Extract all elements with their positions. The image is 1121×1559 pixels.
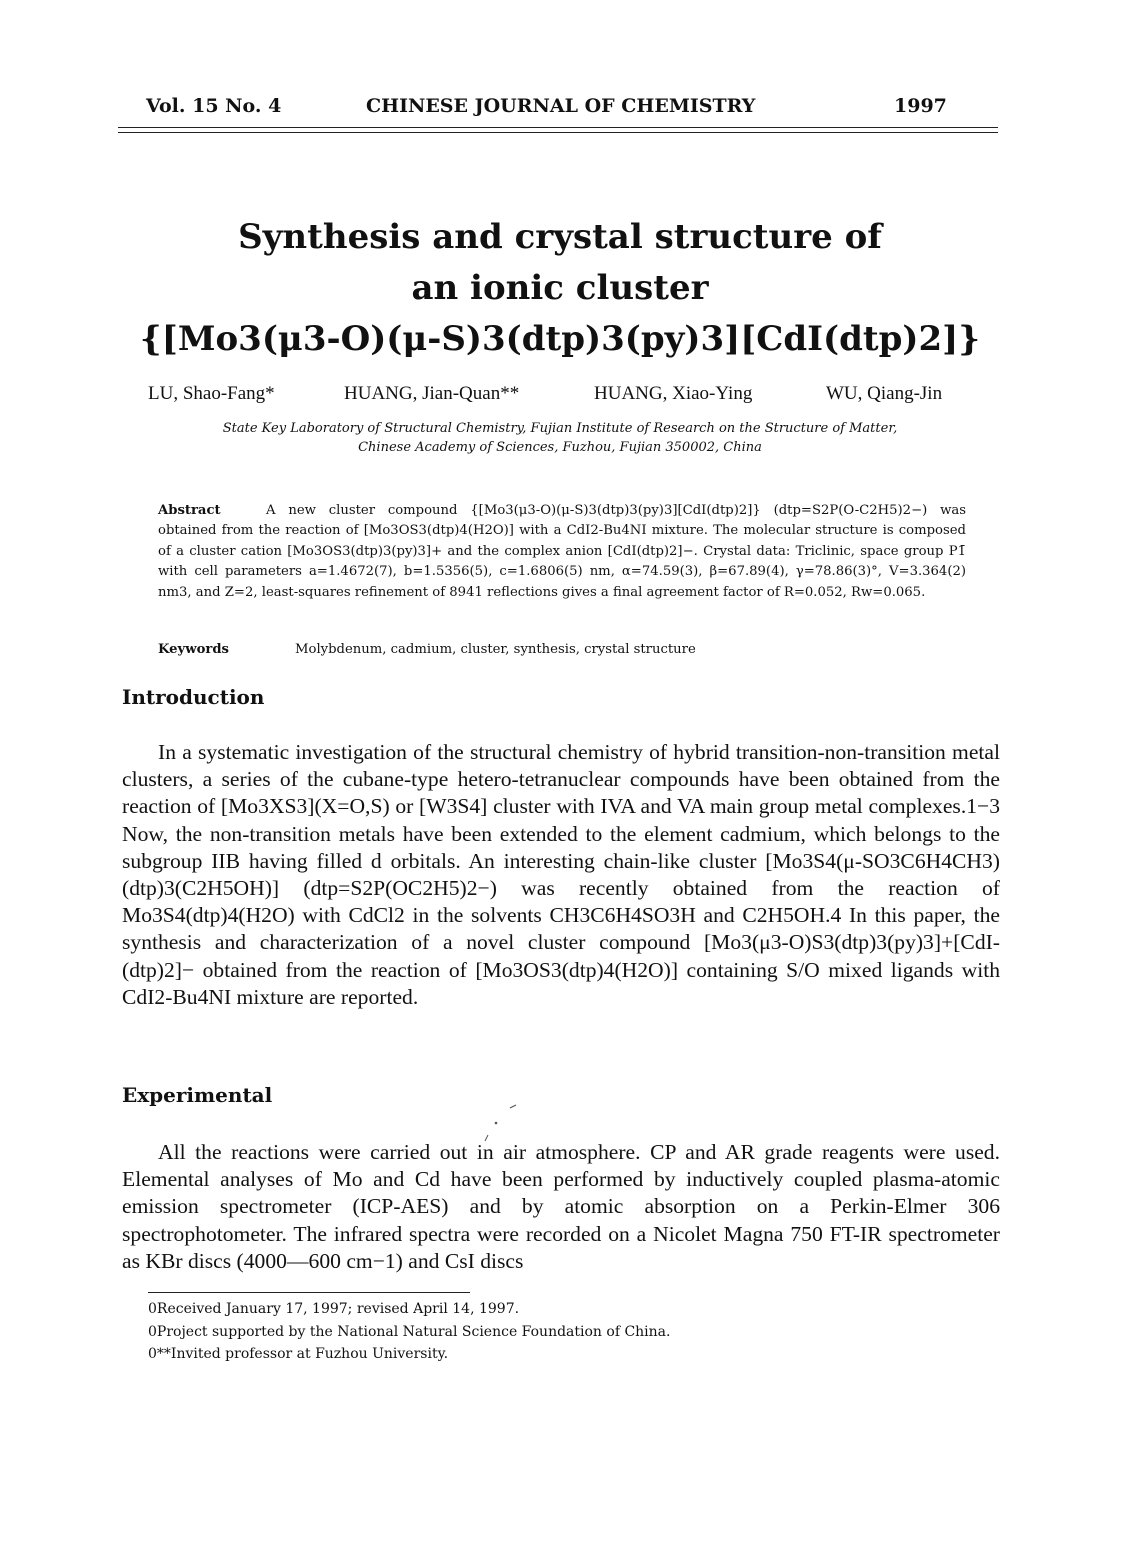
introduction-heading: Introduction xyxy=(122,685,265,709)
author-4: WU, Qiang-Jin xyxy=(826,383,943,404)
title-line-1: Synthesis and crystal structure of xyxy=(238,217,882,257)
footnote-1: 0Received January 17, 1997; revised April 14, 1997. xyxy=(148,1301,520,1317)
volume-label: Vol. 15 No. 4 xyxy=(146,95,282,117)
ink-smudge xyxy=(478,1100,528,1145)
author-3: HUANG, Xiao-Ying xyxy=(594,383,753,404)
experimental-paragraph: All the reactions were carried out in air atmosphere. CP and AR grade reagents were used. Elemental analyses of Mo and Cd have been performed by inductively coupled plasma-atomic emission spectrometer (ICP-AES) and by atomic absorption on a Perkin-Elmer 306 spectrophotometer. The infrared spectra were recorded on a Nicolet Magna 750 FT-IR spectrometer as KBr discs (4000—600 cm−1) and CsI discs xyxy=(122,1140,1000,1273)
introduction-paragraph: In a systematic investigation of the structural chemistry of hybrid transition-non-transition metal clusters, a series of the cubane-type hetero-tetranuclear compounds have been obtained from the reaction of [Mo3XS3](X=O,S) or [W3S4] cluster with IVA and VA main group metal complexes.1−3 Now, the non-transition metals have been extended to the element cadmium, which belongs to the subgroup IIB having filled d orbitals. An interesting chain-like cluster [Mo3S4(μ-SO3C6H4CH3)(dtp)3(C2H5OH)] (dtp=S2P(OC2H5)2−) was recently obtained from the reaction of Mo3S4(dtp)4(H2O) with CdCl2 in the solvents CH3C6H4SO3H and C2H5OH.4 In this paper, the synthesis and characterization of a novel cluster compound [Mo3(μ3-O)S3(dtp)3(py)3]+[CdI-(dtp)2]− obtained from the reaction of [Mo3OS3(dtp)4(H2O)] containing S/O mixed ligands with CdI2-Bu4NI mixture are reported. xyxy=(122,740,1000,1009)
footnote-3: 0**Invited professor at Fuzhou University. xyxy=(148,1346,449,1362)
footnote-rule xyxy=(148,1292,470,1293)
title-line-2: an ionic cluster xyxy=(411,268,709,308)
journal-name: CHINESE JOURNAL OF CHEMISTRY xyxy=(366,95,756,117)
abstract-label: Abstract xyxy=(158,503,221,518)
affiliation-line-2: Chinese Academy of Sciences, Fuzhou, Fujian 350002, China xyxy=(358,440,762,455)
running-head xyxy=(118,95,998,123)
abstract-text: A new cluster compound {[Mo3(μ3-O)(μ-S)3(dtp)3(py)3][CdI(dtp)2]} (dtp=S2P(O-C2H5)2−) was obtained from the reaction of [Mo3OS3(dtp)4(H2O)] with a CdI2-Bu4NI mixture. The molecular structure is composed of a cluster cation [Mo3OS3(dtp)3(py)3]+ and the complex anion [CdI(dtp)2]−. Crystal data: Triclinic, space group P1̄ with cell parameters a=1.4672(7), b=1.5356(5), c=1.6806(5) nm, α=74.59(3), β=67.89(4), γ=78.86(3)°, V=3.364(2) nm3, and Z=2, least-squares refinement of 8941 reflections gives a final agreement factor of R=0.052, Rw=0.065. xyxy=(158,503,966,600)
affiliation-line-1: State Key Laboratory of Structural Chemistry, Fujian Institute of Research on the Structure of Matter, xyxy=(222,421,898,436)
affiliation xyxy=(140,419,980,457)
footnotes xyxy=(148,1298,948,1366)
year-label: 1997 xyxy=(894,95,947,117)
header-rule-bottom xyxy=(118,132,998,133)
header-rule-top xyxy=(118,127,998,128)
footnote-2: 0Project supported by the National Natural Science Foundation of China. xyxy=(148,1323,671,1340)
keywords xyxy=(158,642,966,657)
experimental-heading: Experimental xyxy=(122,1083,273,1107)
author-2: HUANG, Jian-Quan** xyxy=(344,383,520,404)
paper-title xyxy=(100,212,1020,365)
abstract xyxy=(158,501,966,603)
title-line-3: {[Mo3(μ3-O)(μ-S)3(dtp)3(py)3][CdI(dtp)2]} xyxy=(139,319,981,359)
author-list xyxy=(148,383,978,409)
keywords-label: Keywords xyxy=(158,642,229,657)
author-1: LU, Shao-Fang* xyxy=(148,383,275,404)
keywords-text: Molybdenum, cadmium, cluster, synthesis, crystal structure xyxy=(295,642,696,657)
